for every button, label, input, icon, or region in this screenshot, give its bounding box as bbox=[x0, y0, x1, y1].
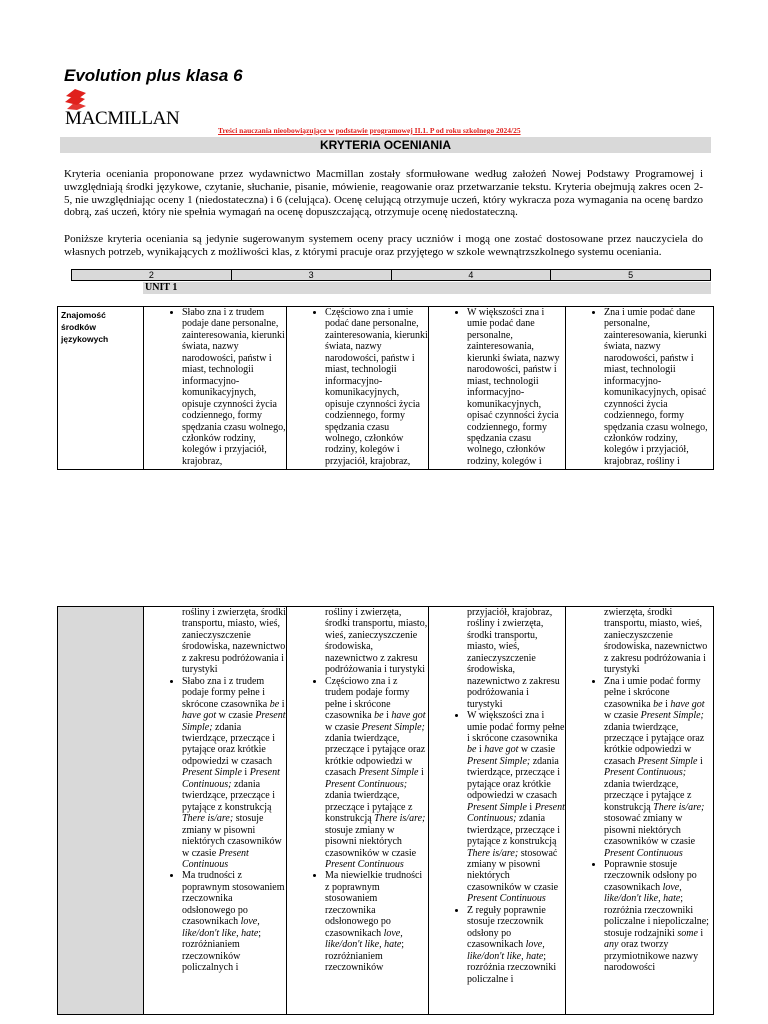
intro-paragraph-2: Poniższe kryteria oceniania są jedynie sugerowanym systemem oceny pracy uczniów i mogą one zostać dostosowane przez nauczyciela do własnych potrzeb, wynikających z możliwości klas, z którymi pracuje oraz przyjętego w szkole wewnątrzszkolnego systemu oceniania. bbox=[64, 233, 703, 258]
criteria-table-page-2 bbox=[57, 606, 714, 1015]
grade-5-header: 5 bbox=[550, 270, 710, 280]
grade-5-cell bbox=[566, 307, 714, 470]
list-item: • Częściowo zna i umie podać dane personalne, zainteresowania, kierunki świata, nazwy narodowości, państw i miast, technologii informacyjno-komunikacyjnych, opisuje czynności życia codziennego, formy spędzania czasu wolnego, członków rodziny, kolegów i przyjaciół, krajobraz, bbox=[325, 307, 428, 467]
grade-3-header: 3 bbox=[231, 270, 391, 280]
grade-3-cell bbox=[287, 307, 429, 470]
grade-2-cell bbox=[144, 307, 287, 470]
grade-5-cell bbox=[566, 607, 714, 1015]
intro-paragraph-1: Kryteria oceniania proponowane przez wydawnictwo Macmillan zostały sformułowane według założeń Nowej Podstawy Programowej i uwzględniają środki językowe, czytanie, słuchanie, pisanie, mówienie, reagowanie oraz przetwarzanie tekstu. Kryteria obejmują zakres ocen 2-5, nie uwzględniając oceny 1 (niedostateczna) i 6 (celująca). Ocenę celującą otrzymuje uczeń, który wykracza poza wymagania na ocenę bardzo dobrą, zaś uczeń, który nie spełnia wymagań na ocenę dopuszczającą, otrzymuje ocenę niedostateczną. bbox=[64, 168, 703, 219]
list-item: • Zna i umie podać dane personalne, zainteresowania, kierunki świata, nazwy narodowości, państw i miast, technologii informacyjno-komunikacyjnych, opisać czynności życia codziennego, formy spędzania czasu wolnego, członków rodziny, kolegów i przyjaciół, krajobraz, rośliny i bbox=[604, 307, 713, 467]
grade-4-cell bbox=[429, 307, 566, 470]
list-item-continued: przyjaciół, krajobraz, rośliny i zwierzęta, środki transportu, miasto, wieś, zanieczyszczenie środowiska, nazewnictwo z zakresu podróżowania i turystyki bbox=[467, 607, 560, 710]
list-item: • W większości zna i umie podać dane personalne, zainteresowania, kierunki świata, nazwy narodowości, państw i miast, technologii informacyjno-komunikacyjnych, opisać czynności życia codziennego, formy spędzania czasu wolnego, członków rodziny, kolegów i bbox=[467, 307, 565, 467]
list-item-continued: rośliny i zwierzęta, środki transportu, miasto, wieś, zanieczyszczenie środowiska, nazewnictwo z zakresu podróżowania i turystyki bbox=[182, 607, 286, 676]
list-item: • Ma niewielkie trudności z poprawnym stosowaniem rzeczownika odsłonowego po czasownikach love, like/don't like, hate; rozróżnianiem rzeczowników bbox=[325, 870, 428, 973]
macmillan-logo bbox=[64, 88, 180, 132]
document-title: Evolution plus klasa 6 bbox=[64, 66, 243, 85]
grade-2-header: 2 bbox=[148, 270, 154, 280]
table-row bbox=[58, 607, 714, 1015]
section-title: KRYTERIA OCENIANIA bbox=[60, 137, 711, 153]
logo-text: MACMILLAN bbox=[65, 108, 180, 129]
category-cell: Znajomość środków językowych bbox=[58, 307, 144, 470]
macmillan-flame-icon bbox=[64, 88, 88, 110]
list-item-continued: rośliny i zwierzęta, środki transportu, miasto, wieś, zanieczyszczenie środowiska, nazewnictwo z zakresu podróżowania i turystyki bbox=[325, 607, 428, 676]
grade-2-cell bbox=[144, 607, 287, 1015]
list-item-continued: zwierzęta, środki transportu, miasto, wieś, zanieczyszczenie środowiska, nazewnictwo z zakresu podróżowania i turystyki bbox=[604, 607, 708, 676]
grade-3-cell bbox=[287, 607, 429, 1015]
grade-4-header: 4 bbox=[391, 270, 551, 280]
list-item: • Słabo zna i z trudem podaje dane personalne, zainteresowania, kierunki świata, nazwy narodowości, państw i miast, technologii informacyjno-komunikacyjnych, opisuje czynności życia codziennego, formy spędzania czasu wolnego, członków rodziny, kolegów i przyjaciół, krajobraz, bbox=[182, 307, 286, 467]
grade-4-cell bbox=[429, 607, 566, 1015]
table-row bbox=[58, 307, 714, 470]
list-item: • Zna i umie podać formy pełne i skrócone czasownika be i have got w czasie Present Simple; zdania twierdzące, przeczące i pytające oraz krótkie odpowiedzi w czasach Present Simple i Present Continuous; zdania twierdzące, przeczące i pytające z konstrukcją There is/are; stosować zmiany w pisowni niektórych czasowników w czasie Present Continuous bbox=[604, 676, 713, 859]
unit-label: UNIT 1 bbox=[143, 282, 711, 294]
list-item: • W większości zna i umie podać formy pełne i skrócone czasownika be i have got w czasie Present Simple; zdania twierdzące, przeczące i pytające oraz krótkie odpowiedzi w czasach Present Simple i Present Continuous; zdania twierdzące, przeczące i pytające z konstrukcją There is/are; stosować zmiany w pisowni niektórych czasowników w czasie Present Continuous bbox=[467, 710, 565, 905]
list-item: • Ma trudności z poprawnym stosowaniem rzeczownika odsłonowego po czasownikach love, like/don't like, hate; rozróżnianiem rzeczowników policzalnych i bbox=[182, 870, 286, 973]
list-item: • Z reguły poprawnie stosuje rzeczownik odsłony po czasownikach love, like/don't like, hate; rozróżnia rzeczowniki policzalne i bbox=[467, 905, 565, 985]
category-cell-continued bbox=[58, 607, 144, 1015]
criteria-table-page-1 bbox=[57, 306, 714, 470]
grade-header-row bbox=[71, 269, 711, 281]
list-item: • Częściowo zna i z trudem podaje formy pełne i skrócone czasownika be i have got w czasie Present Simple; zdania twierdzące, przeczące i pytające oraz krótkie odpowiedzi w czasach Present Simple i Present Continuous; zdania twierdzące, przeczące i pytające z konstrukcją There is/are; stosuje zmiany w pisowni niektórych czasowników w czasie Present Continuous bbox=[325, 676, 428, 871]
list-item: • Poprawnie stosuje rzeczownik odsłony po czasownikach love, like/don't like, hate; rozróżnia rzeczowniki policzalne i niepoliczalne; stosuje rodzajniki some i any oraz tworzy przymiotnikowe nazwy narodowości bbox=[604, 859, 713, 974]
curriculum-notice: Treści nauczania nieobowiązujące w podstawie programowej II.1. P od roku szkolnego 2024/25 bbox=[218, 126, 521, 135]
list-item: • Słabo zna i z trudem podaje formy pełne i skrócone czasownika be i have got w czasie Present Simple; zdania twierdzące, przeczące i pytające oraz krótkie odpowiedzi w czasach Present Simple i Present Continuous; zdania twierdzące, przeczące i pytające z konstrukcją There is/are; stosuje zmiany w pisowni niektórych czasowników w czasie Present Continuous bbox=[182, 676, 286, 871]
